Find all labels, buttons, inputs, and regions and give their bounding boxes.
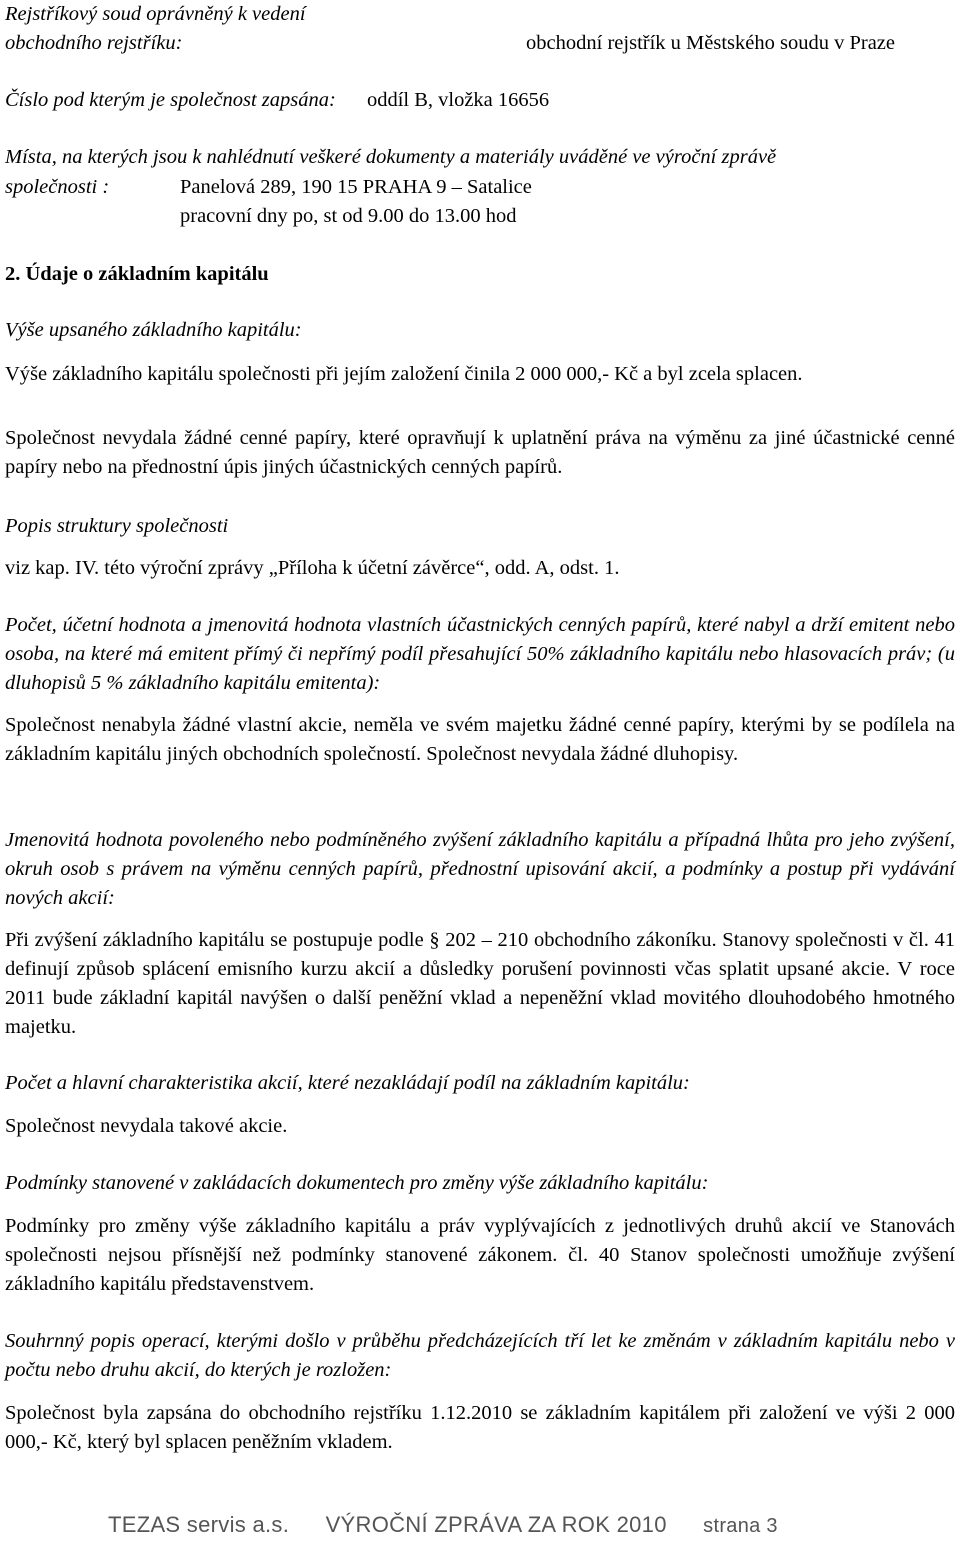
places-row — [5, 173, 955, 202]
footer-company: TEZAS servis a.s. — [108, 1512, 290, 1537]
places-address: Panelová 289, 190 15 PRAHA 9 – Satalice — [180, 176, 532, 198]
court-row — [5, 29, 955, 58]
register-number-label: Číslo pod kterým je společnost zapsána: — [5, 89, 336, 111]
places-hours: pracovní dny po, st od 9.00 do 13.00 hod — [180, 205, 517, 227]
section-heading: 2. Údaje o základním kapitálu — [5, 263, 269, 285]
register-number-row — [5, 86, 955, 115]
question-capital: Výše upsaného základního kapitálu: — [5, 319, 302, 341]
footer-page-number: strana 3 — [703, 1515, 778, 1537]
question-capital-increase: Jmenovitá hodnota povoleného nebo podmíněného zvýšení základního kapitálu a případná lhůta pro jeho zvýšení, okruh osob s právem na výměnu cenných papírů, přednostní upisování akcií, a podmínky a postup při vydávání nových akcií: — [5, 829, 955, 909]
places-label: Místa, na kterých jsou k nahlédnutí veškeré dokumenty a materiály uváděné ve výroční zprávě — [5, 146, 777, 168]
footer-report-title: VÝROČNÍ ZPRÁVA ZA ROK 2010 — [325, 1512, 667, 1537]
register-number-value: oddíl B, vložka 16656 — [366, 89, 550, 111]
answer-capital-1: Výše základního kapitálu společnosti při jejím založení činila 2 000 000,- Kč a byl zcela splacen. — [5, 363, 803, 385]
court-label-line-2: obchodního rejstříku: — [5, 32, 183, 54]
court-value: obchodní rejstřík u Městského soudu v Praze — [526, 32, 895, 54]
question-structure: Popis struktury společnosti — [5, 515, 229, 537]
answer-nonparticipating-shares: Společnost nevydala takové akcie. — [5, 1115, 288, 1137]
answer-change-conditions: Podmínky pro změny výše základního kapitálu a práv vyplývajících z jednotlivých druhů akcií ve Stanovách společnosti nejsou přísnější než podmínky stanovené zákonem. čl. 40 Stanov společnosti umožňuje zvýšení základního kapitálu představenstvem. — [5, 1215, 955, 1295]
answer-capital-increase: Při zvýšení základního kapitálu se postupuje podle § 202 – 210 obchodního zákoníku. Stanovy společnosti v čl. 41 definují způsob splácení emisního kurzu akcií a důsledky porušení povinnosti včas splatit upsané akcie. V roce 2011 bude základní kapitál navýšen o další peněžní vklad a nepeněžní vklad movitého dlouhodobého hmotného majetku. — [5, 929, 955, 1038]
page-footer — [108, 1510, 778, 1541]
answer-structure: viz kap. IV. této výroční zprávy „Příloha k účetní závěrce“, odd. A, odst. 1. — [5, 557, 620, 579]
answer-own-shares: Společnost nenabyla žádné vlastní akcie, neměla ve svém majetku žádné cenné papíry, kterými by se podílela na základním kapitálu jiných obchodních společností. Společnost nevydala žádné dluhopisy. — [5, 714, 955, 765]
question-change-conditions: Podmínky stanovené v zakládacích dokumentech pro změny výše základního kapitálu: — [5, 1172, 709, 1194]
question-own-shares: Počet, účetní hodnota a jmenovitá hodnota vlastních účastnických cenných papírů, které nabyl a drží emitent nebo osoba, na které má emitent přímý či nepřímý podíl přesahující 50% základního kapitálu nebo hlasovacích práv; (u dluhopisů 5 % základního kapitálu emitenta): — [5, 614, 955, 694]
question-capital-history: Souhrnný popis operací, kterými došlo v průběhu předcházejících tří let ke změnám v základním kapitálu nebo v počtu nebo druhu akcií, do kterých je rozložen: — [5, 1330, 955, 1381]
places-label-2: společnosti : — [5, 176, 110, 198]
court-label-line-1: Rejstříkový soud oprávněný k vedení — [5, 3, 306, 25]
court-label — [5, 0, 955, 29]
question-nonparticipating-shares: Počet a hlavní charakteristika akcií, které nezakládají podíl na základním kapitálu: — [5, 1072, 690, 1094]
answer-capital-2: Společnost nevydala žádné cenné papíry, které opravňují k uplatnění práva na výměnu za jiné účastnické cenné papíry nebo na přednostní úpis jiných účastnických cenných papírů. — [5, 427, 955, 478]
answer-capital-history: Společnost byla zapsána do obchodního rejstříku 1.12.2010 se základním kapitálem při založení ve výši 2 000 000,- Kč, který byl splacen peněžním vkladem. — [5, 1402, 955, 1453]
